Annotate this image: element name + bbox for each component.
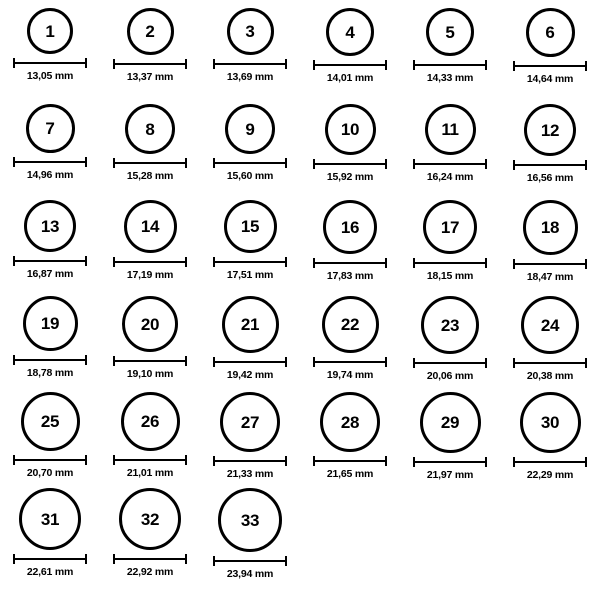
measure-cap-right [485, 159, 487, 169]
measure-bar [113, 158, 187, 168]
measure-line [13, 260, 87, 262]
measure-bar [113, 554, 187, 564]
ring-diameter-label: 20,06 mm [426, 370, 474, 382]
measure-bar [13, 355, 87, 365]
ring-size-number: 21 [240, 315, 260, 334]
measure-line [13, 359, 87, 361]
measure-bar [213, 257, 287, 267]
ring-size-number: 1 [45, 21, 55, 41]
ring-size-cell [0, 8, 100, 104]
measure-line [313, 163, 387, 165]
ring-size-cell [200, 8, 300, 104]
ring-size-number: 24 [540, 315, 560, 335]
ring-circle [127, 8, 174, 55]
ring-size-number: 29 [440, 413, 460, 432]
ring-circle [218, 488, 282, 552]
measure-bar [13, 256, 87, 266]
ring-size-number: 28 [340, 412, 360, 432]
ring-circle [26, 104, 75, 153]
ring-size-number: 10 [340, 120, 360, 139]
measure-line [413, 262, 487, 264]
ring-size-cell [400, 296, 500, 392]
measure-cap-right [585, 259, 587, 269]
measure-line [113, 63, 187, 65]
ring-size-cell [400, 104, 500, 200]
ring-size-cell [100, 296, 200, 392]
ring-circle [227, 8, 274, 55]
measure-bar [213, 556, 287, 566]
ring-size-number: 18 [540, 218, 560, 237]
ring-size-cell [200, 104, 300, 200]
ring-circle [320, 392, 380, 452]
measure-cap-right [285, 456, 287, 466]
measure-cap-right [385, 357, 387, 367]
ring-size-cell [500, 8, 600, 104]
measure-bar [13, 157, 87, 167]
measure-cap-right [585, 61, 587, 71]
ring-diameter-label: 18,15 mm [426, 270, 474, 282]
ring-size-number: 27 [240, 412, 260, 432]
measure-line [213, 63, 287, 65]
ring-diameter-label: 23,94 mm [226, 568, 274, 580]
ring-size-number: 14 [140, 217, 160, 236]
measure-line [513, 65, 587, 67]
ring-circle [420, 392, 481, 453]
measure-line [213, 361, 287, 363]
ring-diameter-label: 22,61 mm [26, 566, 74, 578]
measure-bar [13, 455, 87, 465]
ring-size-number: 22 [340, 315, 360, 334]
ring-diameter-label: 13,69 mm [226, 71, 274, 83]
ring-size-cell [500, 392, 600, 488]
ring-diameter-label: 19,42 mm [226, 369, 274, 381]
ring-size-cell [0, 200, 100, 296]
ring-size-number: 25 [40, 412, 60, 431]
ring-circle [121, 392, 180, 451]
measure-bar [413, 358, 487, 368]
measure-bar [413, 457, 487, 467]
ring-size-number: 26 [140, 412, 160, 431]
measure-bar [213, 357, 287, 367]
measure-line [13, 558, 87, 560]
measure-bar [313, 159, 387, 169]
measure-bar [113, 455, 187, 465]
ring-diameter-label: 16,87 mm [26, 268, 74, 280]
measure-bar [13, 58, 87, 68]
ring-size-cell [0, 392, 100, 488]
ring-circle [225, 104, 275, 154]
ring-circle [124, 200, 177, 253]
ring-diameter-label: 21,33 mm [226, 468, 274, 480]
ring-circle [425, 104, 476, 155]
ring-diameter-label: 18,78 mm [26, 367, 74, 379]
ring-circle [125, 104, 175, 154]
measure-bar [513, 457, 587, 467]
measure-cap-right [485, 457, 487, 467]
ring-diameter-label: 22,29 mm [526, 469, 574, 481]
ring-size-cell [300, 104, 400, 200]
ring-circle [421, 296, 479, 354]
ring-size-number: 5 [445, 22, 455, 42]
ring-circle [27, 8, 73, 54]
ring-size-cell [100, 488, 200, 584]
ring-size-number: 13 [40, 216, 60, 236]
measure-cap-right [385, 60, 387, 70]
ring-diameter-label: 16,56 mm [526, 172, 574, 184]
ring-size-cell [200, 488, 300, 584]
ring-size-cell [200, 392, 300, 488]
measure-line [313, 460, 387, 462]
measure-line [113, 162, 187, 164]
measure-cap-right [385, 258, 387, 268]
ring-size-number: 15 [240, 217, 260, 236]
measure-cap-right [185, 554, 187, 564]
ring-diameter-label: 19,10 mm [126, 368, 174, 380]
measure-cap-right [585, 358, 587, 368]
measure-bar [413, 60, 487, 70]
measure-cap-right [85, 256, 87, 266]
measure-cap-right [485, 358, 487, 368]
ring-size-cell [500, 200, 600, 296]
ring-size-number: 23 [440, 315, 460, 335]
measure-cap-right [185, 455, 187, 465]
measure-bar [513, 358, 587, 368]
measure-cap-right [185, 158, 187, 168]
measure-cap-right [485, 258, 487, 268]
ring-size-cell [100, 104, 200, 200]
ring-diameter-label: 20,38 mm [526, 370, 574, 382]
ring-size-cell [400, 200, 500, 296]
measure-cap-right [85, 355, 87, 365]
ring-size-number: 3 [245, 22, 255, 41]
ring-diameter-label: 19,74 mm [326, 369, 374, 381]
ring-diameter-label: 14,01 mm [326, 72, 374, 84]
ring-diameter-label: 14,64 mm [526, 73, 574, 85]
ring-size-number: 16 [340, 217, 360, 237]
measure-cap-right [585, 160, 587, 170]
ring-diameter-label: 17,83 mm [326, 270, 374, 282]
ring-circle [323, 200, 377, 254]
ring-size-number: 32 [140, 509, 160, 529]
ring-circle [325, 104, 376, 155]
ring-size-cell [0, 488, 100, 584]
ring-diameter-label: 21,01 mm [126, 467, 174, 479]
measure-cap-right [285, 556, 287, 566]
measure-line [313, 64, 387, 66]
measure-cap-right [185, 257, 187, 267]
measure-line [213, 460, 287, 462]
ring-diameter-label: 15,28 mm [126, 170, 174, 182]
measure-bar [313, 357, 387, 367]
ring-diameter-label: 17,51 mm [226, 269, 274, 281]
ring-size-cell [300, 8, 400, 104]
ring-circle [122, 296, 178, 352]
measure-line [413, 163, 487, 165]
ring-circle [326, 8, 374, 56]
ring-circle [21, 392, 80, 451]
ring-size-cell [100, 8, 200, 104]
ring-size-number: 6 [545, 23, 555, 42]
measure-line [413, 64, 487, 66]
measure-line [513, 461, 587, 463]
measure-cap-right [185, 356, 187, 366]
measure-line [513, 263, 587, 265]
measure-cap-right [285, 357, 287, 367]
measure-cap-right [185, 59, 187, 69]
ring-size-cell [100, 200, 200, 296]
measure-line [13, 459, 87, 461]
measure-cap-right [285, 257, 287, 267]
measure-bar [513, 259, 587, 269]
ring-diameter-label: 21,97 mm [426, 469, 474, 481]
measure-line [313, 262, 387, 264]
ring-diameter-label: 14,33 mm [426, 72, 474, 84]
ring-diameter-label: 15,60 mm [226, 170, 274, 182]
ring-size-cell [200, 200, 300, 296]
ring-size-cell [0, 104, 100, 200]
measure-line [113, 558, 187, 560]
ring-size-number: 12 [540, 120, 560, 140]
ring-diameter-label: 21,65 mm [326, 468, 374, 480]
measure-bar [213, 456, 287, 466]
measure-bar [513, 160, 587, 170]
ring-size-cell [0, 296, 100, 392]
ring-size-cell [500, 296, 600, 392]
measure-cap-right [385, 456, 387, 466]
ring-circle [520, 392, 581, 453]
measure-line [213, 261, 287, 263]
measure-bar [313, 258, 387, 268]
ring-diameter-label: 13,37 mm [126, 71, 174, 83]
measure-bar [213, 59, 287, 69]
ring-size-number: 11 [441, 120, 459, 139]
measure-bar [213, 158, 287, 168]
measure-bar [13, 554, 87, 564]
ring-circle [23, 296, 78, 351]
measure-line [413, 461, 487, 463]
measure-bar [113, 356, 187, 366]
ring-diameter-label: 16,24 mm [426, 171, 474, 183]
ring-diameter-label: 13,05 mm [26, 70, 74, 82]
measure-bar [313, 60, 387, 70]
ring-size-number: 30 [540, 413, 560, 432]
measure-bar [313, 456, 387, 466]
ring-circle [526, 8, 575, 57]
measure-line [113, 459, 187, 461]
ring-size-number: 17 [440, 217, 460, 237]
ring-circle [119, 488, 181, 550]
measure-cap-right [285, 59, 287, 69]
ring-diameter-label: 17,19 mm [126, 269, 174, 281]
ring-diameter-label: 22,92 mm [126, 566, 174, 578]
measure-bar [413, 159, 487, 169]
ring-circle [24, 200, 76, 252]
ring-size-number: 31 [40, 509, 60, 529]
ring-diameter-label: 14,96 mm [26, 169, 74, 181]
measure-bar [113, 59, 187, 69]
measure-cap-right [85, 455, 87, 465]
ring-circle [524, 104, 576, 156]
measure-cap-right [285, 158, 287, 168]
ring-size-number: 2 [145, 22, 155, 41]
ring-circle [222, 296, 279, 353]
ring-circle [521, 296, 579, 354]
ring-diameter-label: 20,70 mm [26, 467, 74, 479]
ring-circle [224, 200, 277, 253]
ring-circle [19, 488, 81, 550]
measure-line [113, 360, 187, 362]
measure-cap-right [85, 554, 87, 564]
ring-size-cell [300, 296, 400, 392]
ring-size-cell [500, 104, 600, 200]
ring-size-number: 7 [45, 119, 55, 138]
ring-size-cell [400, 392, 500, 488]
measure-line [213, 162, 287, 164]
measure-line [13, 62, 87, 64]
measure-line [413, 362, 487, 364]
ring-circle [523, 200, 578, 255]
measure-line [213, 560, 287, 562]
measure-bar [113, 257, 187, 267]
measure-bar [413, 258, 487, 268]
ring-size-number: 19 [40, 314, 60, 333]
measure-bar [513, 61, 587, 71]
measure-line [513, 362, 587, 364]
measure-cap-right [585, 457, 587, 467]
ring-size-cell [300, 200, 400, 296]
ring-size-cell [100, 392, 200, 488]
measure-line [113, 261, 187, 263]
ring-size-cell [200, 296, 300, 392]
measure-cap-right [85, 58, 87, 68]
ring-size-cell [400, 8, 500, 104]
ring-size-number: 33 [240, 510, 260, 530]
ring-size-number: 9 [245, 119, 255, 139]
measure-cap-right [485, 60, 487, 70]
ring-diameter-label: 18,47 mm [526, 271, 574, 283]
ring-circle [322, 296, 379, 353]
measure-line [13, 161, 87, 163]
ring-size-number: 4 [345, 22, 355, 42]
ring-circle [423, 200, 477, 254]
ring-size-number: 8 [145, 119, 155, 139]
ring-circle [426, 8, 474, 56]
measure-line [513, 164, 587, 166]
ring-size-number: 20 [140, 314, 160, 334]
ring-size-cell [300, 392, 400, 488]
measure-cap-right [85, 157, 87, 167]
measure-cap-right [385, 159, 387, 169]
measure-line [313, 361, 387, 363]
ring-diameter-label: 15,92 mm [326, 171, 374, 183]
ring-circle [220, 392, 280, 452]
